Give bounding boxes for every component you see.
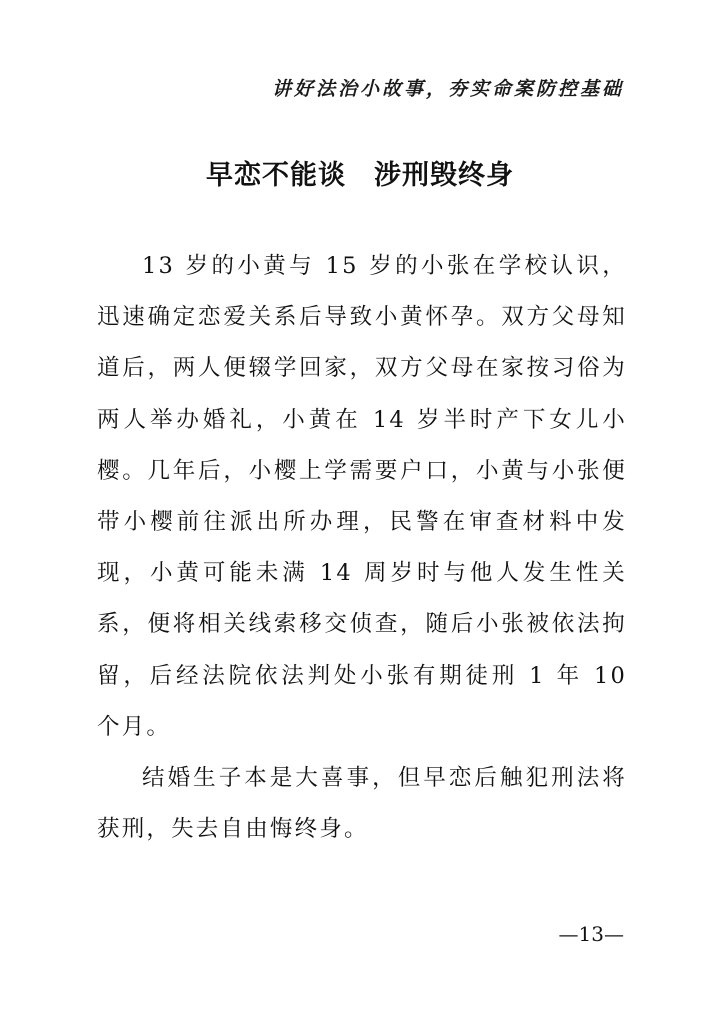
article-body <box>97 241 627 855</box>
running-header: 讲好法治小故事，夯实命案防控基础 <box>271 78 624 100</box>
page-number: —13— <box>558 922 624 946</box>
paragraph-1: 13 岁的小黄与 15 岁的小张在学校认识，迅速确定恋爱关系后导致小黄怀孕。双方父母知道后，两人便辍学回家，双方父母在家按习俗为两人举办婚礼，小黄在 14 岁半时产下女儿小樱。几年后，小樱上学需要户口，小黄与小张便带小樱前往派出所办理，民警在审查材料中发现，小黄可能未满 14 周岁时与他人发生性关系，便将相关线索移交侦查，随后小张被依法拘留，后经法院依法判处小张有期徒刑 1 年 10 个月。 <box>97 253 627 740</box>
article-title: 早恋不能谈 涉刑毁终身 <box>206 160 514 191</box>
paragraph-2: 结婚生子本是大喜事，但早恋后触犯刑法将获刑，失去自由悔终身。 <box>97 765 627 843</box>
